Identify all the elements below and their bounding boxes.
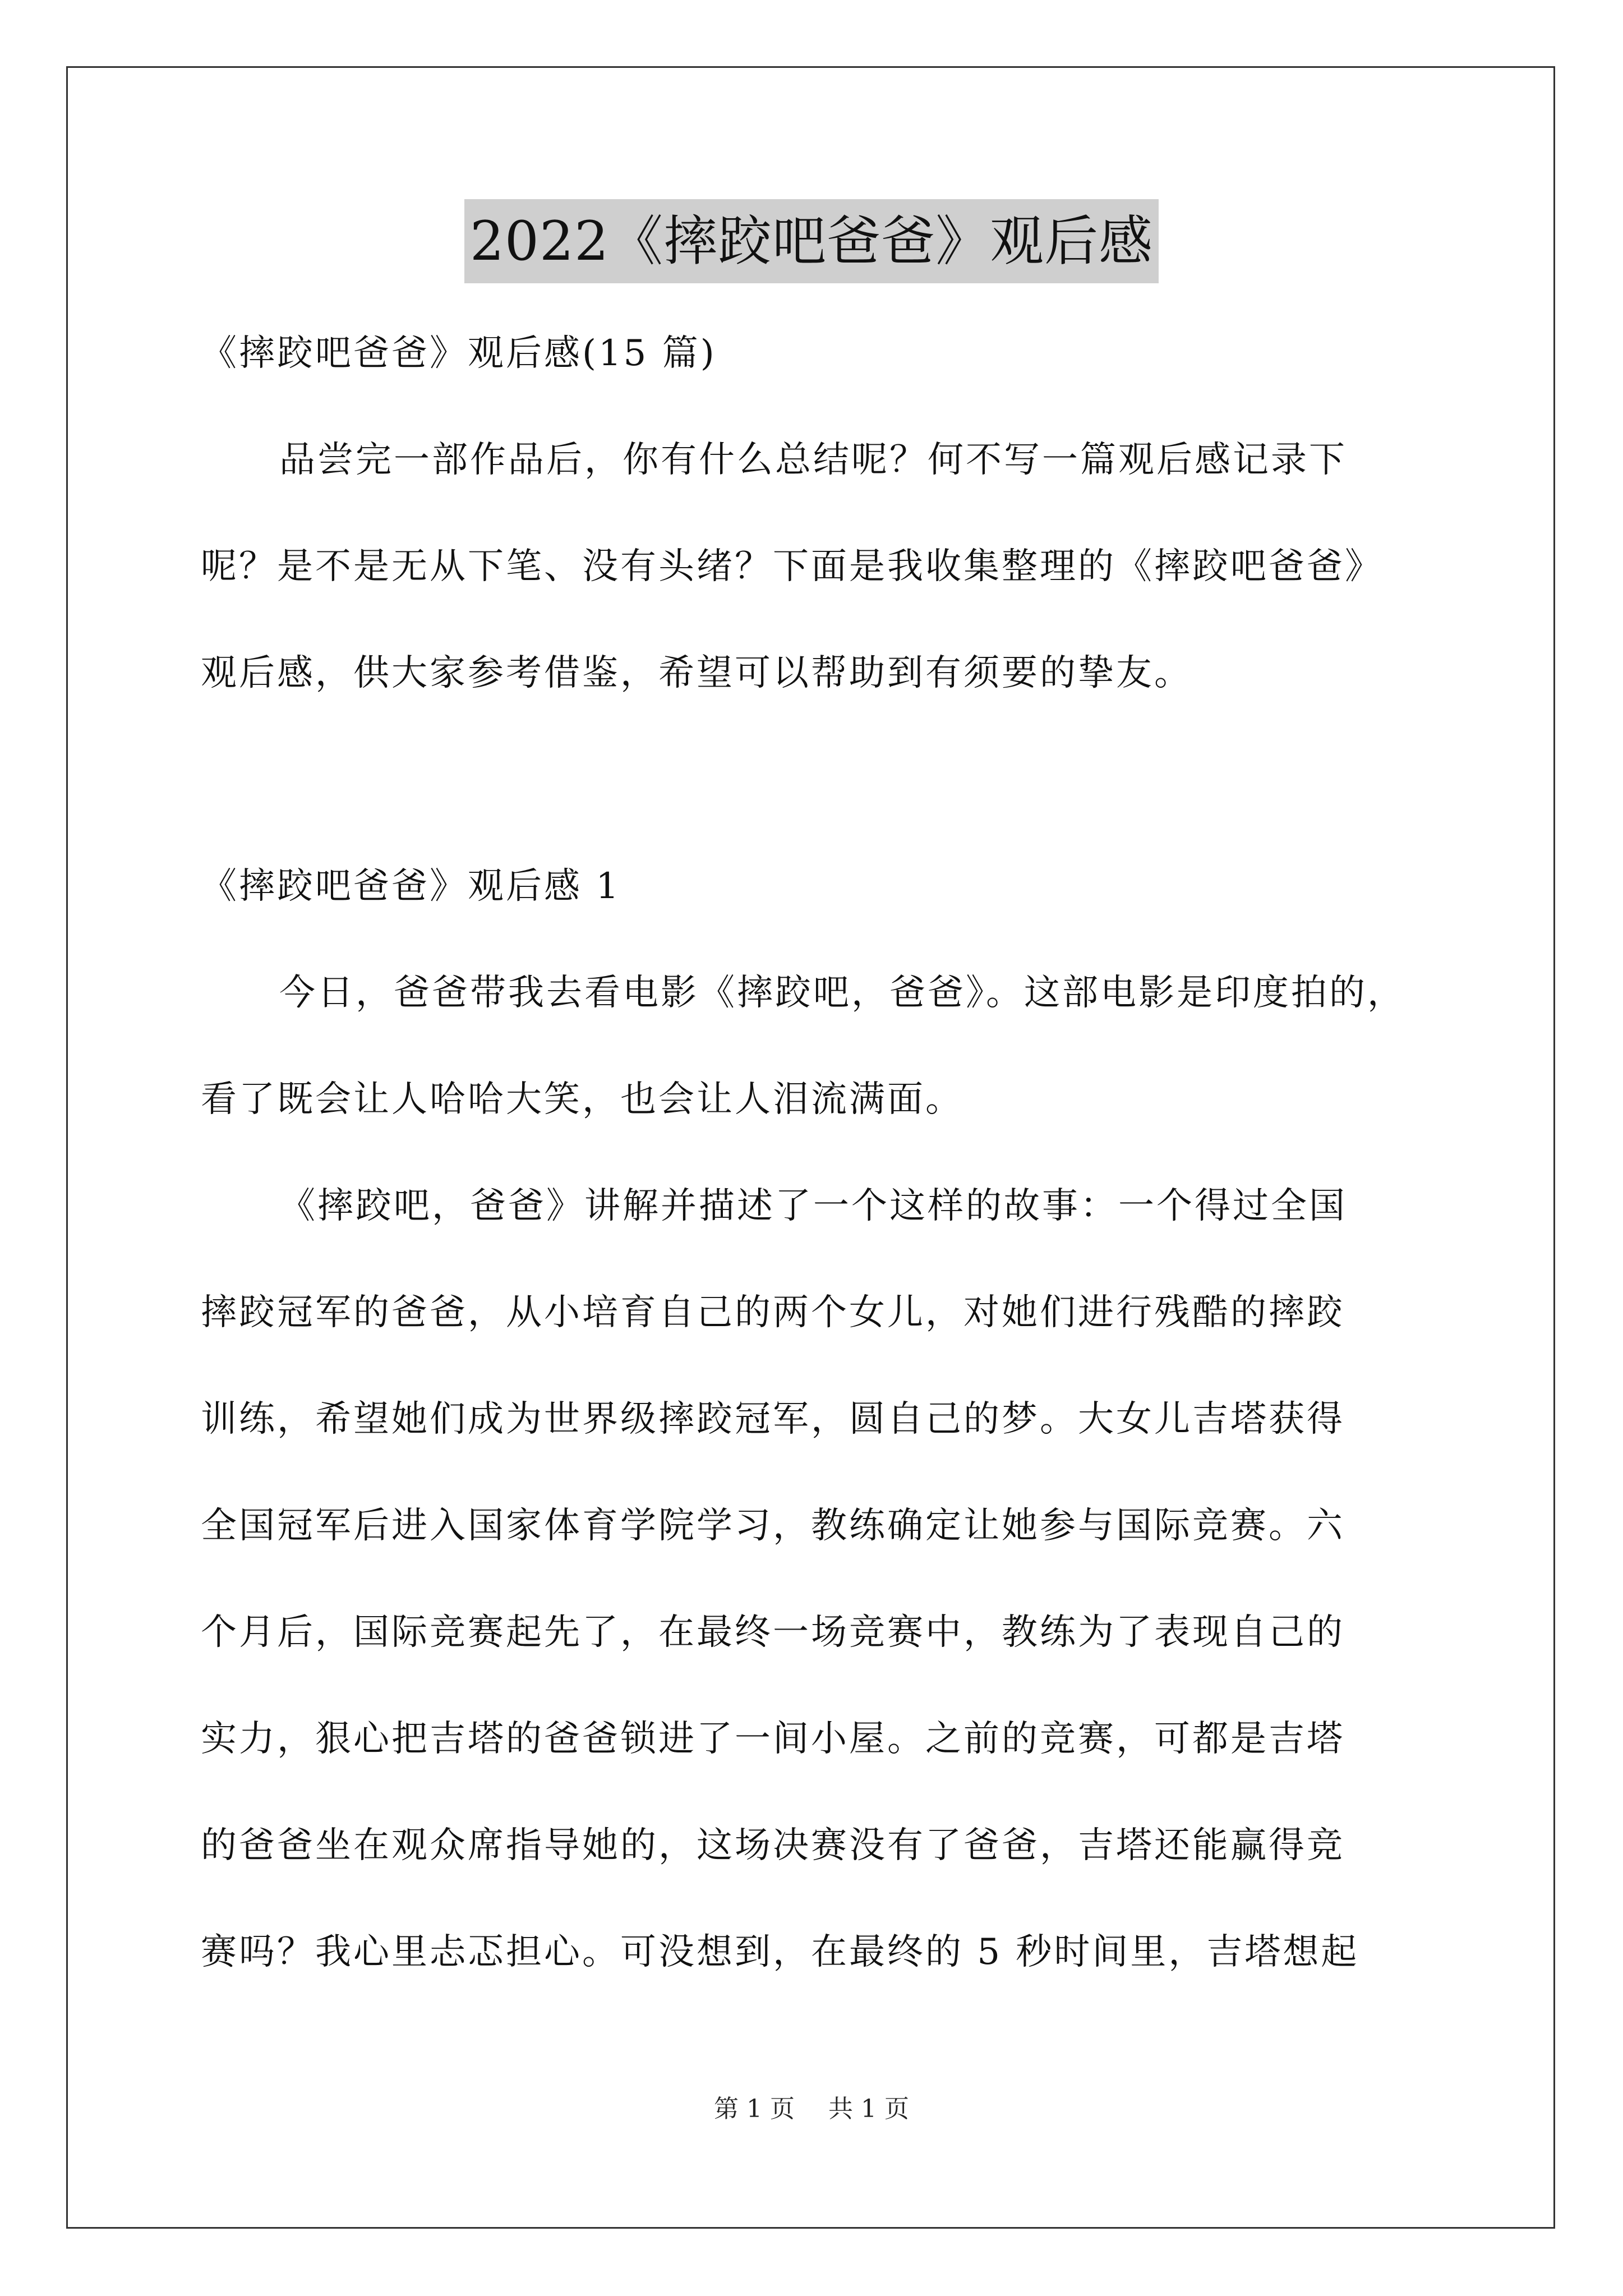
paragraph-line: 训练，希望她们成为世界级摔跤冠军，圆自己的梦。大女儿吉塔获得	[201, 1398, 1345, 1440]
intro-line: 观后感，供大家参考借鉴，希望可以帮助到有须要的挚友。	[201, 652, 1192, 694]
paragraph-line: 《摔跤吧，爸爸》讲解并描述了一个这样的故事：一个得过全国	[279, 1185, 1347, 1227]
intro-line: 呢？是不是无从下笔、没有头绪？下面是我收集整理的《摔跤吧爸爸》	[201, 546, 1383, 587]
page-number-total: 共 1 页	[828, 2095, 909, 2123]
paragraph-line: 赛吗？我心里忐忑担心。可没想到，在最终的 5 秒时间里，吉塔想起	[201, 1931, 1359, 1973]
page-number-current: 第 1 页	[714, 2095, 795, 2123]
title-container	[0, 199, 1623, 283]
document-subtitle: 《摔跤吧爸爸》观后感(15 篇)	[201, 333, 717, 374]
paragraph-line: 个月后，国际竞赛起先了，在最终一场竞赛中，教练为了表现自己的	[201, 1612, 1345, 1653]
paragraph-line: 的爸爸坐在观众席指导她的，这场决赛没有了爸爸，吉塔还能赢得竞	[201, 1825, 1345, 1866]
paragraph-gap	[201, 726, 1429, 833]
paragraph-line: 今日，爸爸带我去看电影《摔跤吧，爸爸》。这部电影是印度拍的，	[279, 972, 1405, 1014]
intro-line: 品尝完一部作品后，你有什么总结呢？何不写一篇观后感记录下	[279, 439, 1347, 481]
paragraph-line: 摔跤冠军的爸爸，从小培育自己的两个女儿，对她们进行残酷的摔跤	[201, 1292, 1345, 1333]
paragraph-line: 看了既会让人哈哈大笑，也会让人泪流满面。	[201, 1079, 963, 1120]
paragraph-line: 实力，狠心把吉塔的爸爸锁进了一间小屋。之前的竞赛，可都是吉塔	[201, 1718, 1345, 1760]
section-heading: 《摔跤吧爸爸》观后感 1	[201, 866, 621, 907]
document-body	[201, 300, 1429, 2005]
page-footer	[0, 2092, 1623, 2126]
document-title: 2022《摔跤吧爸爸》观后感	[464, 199, 1159, 283]
paragraph-line: 全国冠军后进入国家体育学院学习，教练确定让她参与国际竞赛。六	[201, 1505, 1345, 1547]
